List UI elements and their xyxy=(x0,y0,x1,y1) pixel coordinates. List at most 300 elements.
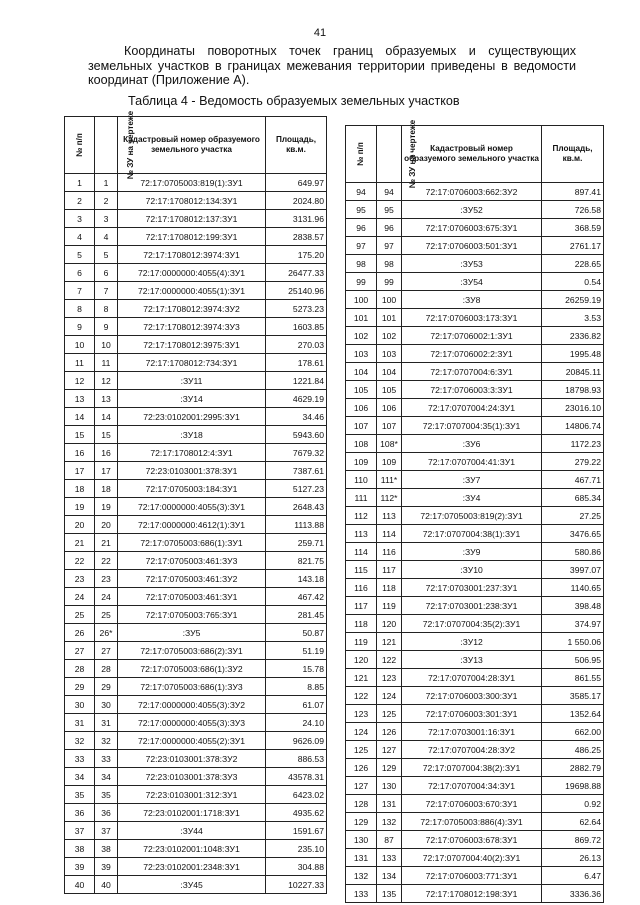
header-cadastral-number: Кадастровый номер образуемого земельного участка xyxy=(118,117,266,174)
cell-cadastral-number: 72:17:0705003:686(2):ЗУ1 xyxy=(118,642,266,660)
cell-cadastral-number: 72:17:0705003:184:ЗУ1 xyxy=(118,480,266,498)
cell-row-number: 131 xyxy=(346,849,377,867)
table-row xyxy=(65,354,327,372)
cell-area: 886.53 xyxy=(266,750,327,768)
table-row xyxy=(346,273,604,291)
cell-area: 2648.43 xyxy=(266,498,327,516)
cell-drawing-number: 124 xyxy=(377,687,402,705)
cell-drawing-number: 132 xyxy=(377,813,402,831)
cell-row-number: 13 xyxy=(65,390,95,408)
cell-row-number: 38 xyxy=(65,840,95,858)
table-row xyxy=(65,480,327,498)
table-row xyxy=(65,624,327,642)
table-row xyxy=(346,705,604,723)
cell-area: 24.10 xyxy=(266,714,327,732)
cell-drawing-number: 31 xyxy=(95,714,118,732)
cell-drawing-number: 103 xyxy=(377,345,402,363)
cell-row-number: 3 xyxy=(65,210,95,228)
cell-cadastral-number: 72:17:0000000:4055(1):ЗУ1 xyxy=(118,282,266,300)
cell-area: 235.10 xyxy=(266,840,327,858)
cell-area: 304.88 xyxy=(266,858,327,876)
cell-area: 368.59 xyxy=(542,219,604,237)
header-drawing-number: № ЗУ на чертеже xyxy=(95,117,118,174)
cell-area: 649.97 xyxy=(266,174,327,192)
cell-drawing-number: 4 xyxy=(95,228,118,246)
table-row xyxy=(65,282,327,300)
cell-drawing-number: 12 xyxy=(95,372,118,390)
table-row xyxy=(65,246,327,264)
cell-row-number: 30 xyxy=(65,696,95,714)
table-row xyxy=(65,174,327,192)
cell-area: 25140.96 xyxy=(266,282,327,300)
cell-drawing-number: 122 xyxy=(377,651,402,669)
cell-area: 5943.60 xyxy=(266,426,327,444)
cell-row-number: 32 xyxy=(65,732,95,750)
cell-drawing-number: 23 xyxy=(95,570,118,588)
cell-cadastral-number: 72:17:1708012:3974:ЗУ3 xyxy=(118,318,266,336)
cell-area: 1603.85 xyxy=(266,318,327,336)
cell-drawing-number: 30 xyxy=(95,696,118,714)
cell-cadastral-number: 72:17:0706003:670:ЗУ1 xyxy=(402,795,542,813)
cell-cadastral-number: 72:17:0705003:686(1):ЗУ2 xyxy=(118,660,266,678)
cell-drawing-number: 5 xyxy=(95,246,118,264)
cell-cadastral-number: 72:17:0707004:34:ЗУ1 xyxy=(402,777,542,795)
table-row xyxy=(346,687,604,705)
cell-row-number: 128 xyxy=(346,795,377,813)
cell-area: 9626.09 xyxy=(266,732,327,750)
cell-row-number: 111 xyxy=(346,489,377,507)
cell-area: 3585.17 xyxy=(542,687,604,705)
cell-drawing-number: 1 xyxy=(95,174,118,192)
cell-area: 34.46 xyxy=(266,408,327,426)
cell-area: 2838.57 xyxy=(266,228,327,246)
cell-cadastral-number: 72:17:0705003:819(2):ЗУ1 xyxy=(402,507,542,525)
cell-row-number: 40 xyxy=(65,876,95,894)
cell-area: 7387.61 xyxy=(266,462,327,480)
table-row xyxy=(65,372,327,390)
cell-drawing-number: 114 xyxy=(377,525,402,543)
cell-cadastral-number: 72:17:0705003:886(4):ЗУ1 xyxy=(402,813,542,831)
cell-drawing-number: 87 xyxy=(377,831,402,849)
table-row xyxy=(65,804,327,822)
cell-cadastral-number: :ЗУ8 xyxy=(402,291,542,309)
cell-area: 8.85 xyxy=(266,678,327,696)
cell-drawing-number: 14 xyxy=(95,408,118,426)
cell-row-number: 121 xyxy=(346,669,377,687)
table-row xyxy=(65,840,327,858)
table-row xyxy=(65,552,327,570)
cell-drawing-number: 11 xyxy=(95,354,118,372)
cell-drawing-number: 7 xyxy=(95,282,118,300)
table-row xyxy=(65,300,327,318)
cell-area: 374.97 xyxy=(542,615,604,633)
table-row xyxy=(346,579,604,597)
table-row xyxy=(346,183,604,201)
table-row xyxy=(346,669,604,687)
table-row xyxy=(346,255,604,273)
cell-area: 580.86 xyxy=(542,543,604,561)
header-cadastral-number: Кадастровый номер образуемого земельного участка xyxy=(402,126,542,183)
table-caption: Таблица 4 - Ведомость образуемых земельных участков xyxy=(128,94,460,108)
cell-drawing-number: 28 xyxy=(95,660,118,678)
cell-row-number: 98 xyxy=(346,255,377,273)
cell-cadastral-number: :ЗУ12 xyxy=(402,633,542,651)
cell-cadastral-number: 72:17:0707004:41:ЗУ1 xyxy=(402,453,542,471)
cell-row-number: 1 xyxy=(65,174,95,192)
table-row xyxy=(65,858,327,876)
cell-area: 2024.80 xyxy=(266,192,327,210)
table-row xyxy=(346,831,604,849)
cell-area: 3997.07 xyxy=(542,561,604,579)
cell-area: 4629.19 xyxy=(266,390,327,408)
cell-row-number: 37 xyxy=(65,822,95,840)
cell-cadastral-number: 72:17:0705003:765:ЗУ1 xyxy=(118,606,266,624)
cell-cadastral-number: 72:17:0706003:300:ЗУ1 xyxy=(402,687,542,705)
table-row xyxy=(346,795,604,813)
cell-drawing-number: 8 xyxy=(95,300,118,318)
cell-row-number: 15 xyxy=(65,426,95,444)
table-row xyxy=(65,678,327,696)
cell-cadastral-number: :ЗУ6 xyxy=(402,435,542,453)
table-row xyxy=(346,597,604,615)
cell-cadastral-number: 72:17:1708012:134:ЗУ1 xyxy=(118,192,266,210)
cell-drawing-number: 135 xyxy=(377,885,402,903)
cell-cadastral-number: 72:17:1708012:3974:ЗУ2 xyxy=(118,300,266,318)
cell-area: 259.71 xyxy=(266,534,327,552)
cell-drawing-number: 38 xyxy=(95,840,118,858)
cell-drawing-number: 96 xyxy=(377,219,402,237)
table-row xyxy=(346,327,604,345)
cell-row-number: 115 xyxy=(346,561,377,579)
cell-row-number: 2 xyxy=(65,192,95,210)
cell-cadastral-number: 72:17:0707004:35(1):ЗУ1 xyxy=(402,417,542,435)
table-body xyxy=(65,174,327,894)
table-row xyxy=(65,444,327,462)
cell-area: 26259.19 xyxy=(542,291,604,309)
cell-drawing-number: 13 xyxy=(95,390,118,408)
cell-drawing-number: 133 xyxy=(377,849,402,867)
cell-cadastral-number: 72:17:0705003:819(1):ЗУ1 xyxy=(118,174,266,192)
cell-cadastral-number: 72:23:0102001:2995:ЗУ1 xyxy=(118,408,266,426)
cell-cadastral-number: 72:17:0706003:301:ЗУ1 xyxy=(402,705,542,723)
cell-row-number: 120 xyxy=(346,651,377,669)
cell-cadastral-number: 72:23:0102001:2348:ЗУ1 xyxy=(118,858,266,876)
cell-cadastral-number: 72:17:0705003:686(1):ЗУ1 xyxy=(118,534,266,552)
cell-row-number: 116 xyxy=(346,579,377,597)
cell-drawing-number: 99 xyxy=(377,273,402,291)
cell-area: 281.45 xyxy=(266,606,327,624)
cell-area: 26477.33 xyxy=(266,264,327,282)
cell-cadastral-number: 72:17:0707004:38(1):ЗУ1 xyxy=(402,525,542,543)
table-row xyxy=(65,516,327,534)
cell-row-number: 113 xyxy=(346,525,377,543)
cell-row-number: 31 xyxy=(65,714,95,732)
cell-row-number: 18 xyxy=(65,480,95,498)
cell-cadastral-number: 72:17:0706003:662:ЗУ2 xyxy=(402,183,542,201)
cell-cadastral-number: 72:17:0706002:1:ЗУ1 xyxy=(402,327,542,345)
cell-area: 18798.93 xyxy=(542,381,604,399)
cell-row-number: 27 xyxy=(65,642,95,660)
table-row xyxy=(346,885,604,903)
cell-drawing-number: 18 xyxy=(95,480,118,498)
cell-drawing-number: 106 xyxy=(377,399,402,417)
header-area: Площадь, кв.м. xyxy=(542,126,604,183)
cell-drawing-number: 102 xyxy=(377,327,402,345)
cell-row-number: 11 xyxy=(65,354,95,372)
cell-cadastral-number: 72:17:0705003:686(1):ЗУ3 xyxy=(118,678,266,696)
cell-cadastral-number: 72:17:0707004:40(2):ЗУ1 xyxy=(402,849,542,867)
cell-area: 3131.96 xyxy=(266,210,327,228)
table-row xyxy=(346,435,604,453)
header-row-number: № п/п xyxy=(346,126,377,183)
cell-area: 861.55 xyxy=(542,669,604,687)
cell-row-number: 99 xyxy=(346,273,377,291)
table-row xyxy=(65,318,327,336)
cell-row-number: 114 xyxy=(346,543,377,561)
cell-cadastral-number: 72:17:0000000:4055(3):ЗУ3 xyxy=(118,714,266,732)
cell-cadastral-number: 72:17:0000000:4055(4):ЗУ1 xyxy=(118,264,266,282)
cell-row-number: 6 xyxy=(65,264,95,282)
cell-cadastral-number: 72:17:0705003:461:ЗУ3 xyxy=(118,552,266,570)
table-row xyxy=(65,534,327,552)
cell-drawing-number: 112* xyxy=(377,489,402,507)
cell-area: 6.47 xyxy=(542,867,604,885)
cell-area: 3336.36 xyxy=(542,885,604,903)
cell-row-number: 14 xyxy=(65,408,95,426)
cell-drawing-number: 125 xyxy=(377,705,402,723)
table-row xyxy=(65,408,327,426)
cell-drawing-number: 26* xyxy=(95,624,118,642)
table-row xyxy=(65,498,327,516)
cell-area: 6423.02 xyxy=(266,786,327,804)
cell-row-number: 132 xyxy=(346,867,377,885)
table-row xyxy=(346,201,604,219)
cell-drawing-number: 3 xyxy=(95,210,118,228)
cell-cadastral-number: 72:17:1708012:4:ЗУ1 xyxy=(118,444,266,462)
table-row xyxy=(346,633,604,651)
table-row xyxy=(65,336,327,354)
table-row xyxy=(65,228,327,246)
table-row xyxy=(346,849,604,867)
cell-drawing-number: 32 xyxy=(95,732,118,750)
cell-cadastral-number: :ЗУ53 xyxy=(402,255,542,273)
cell-row-number: 112 xyxy=(346,507,377,525)
cell-row-number: 26 xyxy=(65,624,95,642)
cell-drawing-number: 24 xyxy=(95,588,118,606)
cell-drawing-number: 105 xyxy=(377,381,402,399)
table-row xyxy=(346,507,604,525)
cell-cadastral-number: 72:17:0703001:238:ЗУ1 xyxy=(402,597,542,615)
cell-drawing-number: 17 xyxy=(95,462,118,480)
cell-row-number: 94 xyxy=(346,183,377,201)
cell-row-number: 24 xyxy=(65,588,95,606)
cell-cadastral-number: 72:17:0707004:6:ЗУ1 xyxy=(402,363,542,381)
table-row xyxy=(65,732,327,750)
cell-area: 506.95 xyxy=(542,651,604,669)
cell-cadastral-number: 72:17:0000000:4055(3):ЗУ2 xyxy=(118,696,266,714)
table-row xyxy=(346,219,604,237)
cell-area: 19698.88 xyxy=(542,777,604,795)
cell-cadastral-number: 72:17:0706003:501:ЗУ1 xyxy=(402,237,542,255)
table-row xyxy=(346,345,604,363)
cell-cadastral-number: :ЗУ45 xyxy=(118,876,266,894)
cell-row-number: 96 xyxy=(346,219,377,237)
cell-row-number: 7 xyxy=(65,282,95,300)
cell-drawing-number: 130 xyxy=(377,777,402,795)
cell-cadastral-number: 72:17:0000000:4055(3):ЗУ1 xyxy=(118,498,266,516)
cell-cadastral-number: 72:17:1708012:3974:ЗУ1 xyxy=(118,246,266,264)
table-row xyxy=(346,777,604,795)
table-row xyxy=(65,750,327,768)
cell-drawing-number: 95 xyxy=(377,201,402,219)
cell-row-number: 101 xyxy=(346,309,377,327)
cell-area: 20845.11 xyxy=(542,363,604,381)
cell-cadastral-number: 72:17:0706003:678:ЗУ1 xyxy=(402,831,542,849)
cell-cadastral-number: 72:17:0000000:4612(1):ЗУ1 xyxy=(118,516,266,534)
table-row xyxy=(65,822,327,840)
table-row xyxy=(65,462,327,480)
table-header-row xyxy=(65,117,327,174)
cell-drawing-number: 6 xyxy=(95,264,118,282)
cell-drawing-number: 37 xyxy=(95,822,118,840)
cell-row-number: 28 xyxy=(65,660,95,678)
cell-drawing-number: 119 xyxy=(377,597,402,615)
cell-area: 23016.10 xyxy=(542,399,604,417)
cell-drawing-number: 94 xyxy=(377,183,402,201)
cell-row-number: 19 xyxy=(65,498,95,516)
table-row xyxy=(346,453,604,471)
cell-row-number: 5 xyxy=(65,246,95,264)
cell-row-number: 122 xyxy=(346,687,377,705)
cell-drawing-number: 118 xyxy=(377,579,402,597)
intro-paragraph: Координаты поворотных точек границ образуемых и существующих земельных участков в границах межевания территории приведены в ведомости координат (Приложение А). xyxy=(88,44,576,87)
page-number: 41 xyxy=(313,27,327,39)
cell-drawing-number: 98 xyxy=(377,255,402,273)
cell-area: 51.19 xyxy=(266,642,327,660)
cell-area: 1995.48 xyxy=(542,345,604,363)
cell-cadastral-number: 72:17:0703001:237:ЗУ1 xyxy=(402,579,542,597)
cell-area: 50.87 xyxy=(266,624,327,642)
cell-row-number: 106 xyxy=(346,399,377,417)
cell-cadastral-number: 72:17:1708012:198:ЗУ1 xyxy=(402,885,542,903)
cell-row-number: 25 xyxy=(65,606,95,624)
cell-cadastral-number: 72:17:0705003:461:ЗУ2 xyxy=(118,570,266,588)
cell-cadastral-number: 72:23:0102001:1048:ЗУ1 xyxy=(118,840,266,858)
cell-drawing-number: 117 xyxy=(377,561,402,579)
table-row xyxy=(65,588,327,606)
cell-row-number: 127 xyxy=(346,777,377,795)
cell-drawing-number: 29 xyxy=(95,678,118,696)
cell-area: 2882.79 xyxy=(542,759,604,777)
cell-drawing-number: 34 xyxy=(95,768,118,786)
cell-area: 0.54 xyxy=(542,273,604,291)
table-row xyxy=(65,192,327,210)
cell-area: 467.71 xyxy=(542,471,604,489)
cell-row-number: 17 xyxy=(65,462,95,480)
cell-area: 726.58 xyxy=(542,201,604,219)
table-header-row xyxy=(346,126,604,183)
cell-area: 1140.65 xyxy=(542,579,604,597)
parcels-table-left xyxy=(64,110,327,894)
cell-row-number: 34 xyxy=(65,768,95,786)
cell-row-number: 129 xyxy=(346,813,377,831)
cell-drawing-number: 101 xyxy=(377,309,402,327)
cell-area: 43578.31 xyxy=(266,768,327,786)
cell-area: 1113.88 xyxy=(266,516,327,534)
table-row xyxy=(346,651,604,669)
cell-area: 270.03 xyxy=(266,336,327,354)
cell-row-number: 16 xyxy=(65,444,95,462)
table-row xyxy=(346,615,604,633)
cell-area: 821.75 xyxy=(266,552,327,570)
cell-drawing-number: 16 xyxy=(95,444,118,462)
cell-row-number: 100 xyxy=(346,291,377,309)
cell-cadastral-number: 72:17:0706003:771:ЗУ1 xyxy=(402,867,542,885)
cell-row-number: 39 xyxy=(65,858,95,876)
cell-drawing-number: 35 xyxy=(95,786,118,804)
cell-drawing-number: 19 xyxy=(95,498,118,516)
cell-row-number: 123 xyxy=(346,705,377,723)
cell-row-number: 22 xyxy=(65,552,95,570)
table-row xyxy=(346,417,604,435)
cell-drawing-number: 27 xyxy=(95,642,118,660)
table-row xyxy=(65,660,327,678)
cell-row-number: 103 xyxy=(346,345,377,363)
cell-area: 3476.65 xyxy=(542,525,604,543)
cell-drawing-number: 121 xyxy=(377,633,402,651)
cell-cadastral-number: 72:17:0707004:38(2):ЗУ1 xyxy=(402,759,542,777)
table-row xyxy=(346,759,604,777)
cell-drawing-number: 113 xyxy=(377,507,402,525)
cell-cadastral-number: 72:17:0705003:461:ЗУ1 xyxy=(118,588,266,606)
cell-cadastral-number: 72:17:0707004:35(2):ЗУ1 xyxy=(402,615,542,633)
cell-cadastral-number: 72:17:0706003:3:ЗУ1 xyxy=(402,381,542,399)
cell-area: 62.64 xyxy=(542,813,604,831)
cell-area: 61.07 xyxy=(266,696,327,714)
cell-row-number: 125 xyxy=(346,741,377,759)
cell-row-number: 126 xyxy=(346,759,377,777)
cell-area: 7679.32 xyxy=(266,444,327,462)
cell-area: 175.20 xyxy=(266,246,327,264)
cell-cadastral-number: 72:17:1708012:3975:ЗУ1 xyxy=(118,336,266,354)
cell-drawing-number: 129 xyxy=(377,759,402,777)
table-row xyxy=(65,264,327,282)
cell-drawing-number: 20 xyxy=(95,516,118,534)
cell-row-number: 23 xyxy=(65,570,95,588)
cell-cadastral-number: 72:17:0707004:28:ЗУ1 xyxy=(402,669,542,687)
cell-drawing-number: 33 xyxy=(95,750,118,768)
header-drawing-number: № ЗУ на чертеже xyxy=(377,126,402,183)
table-row xyxy=(65,390,327,408)
cell-cadastral-number: :ЗУ11 xyxy=(118,372,266,390)
cell-cadastral-number: 72:17:0706003:173:ЗУ1 xyxy=(402,309,542,327)
table-row xyxy=(346,309,604,327)
cell-cadastral-number: 72:17:0707004:28:ЗУ2 xyxy=(402,741,542,759)
cell-drawing-number: 36 xyxy=(95,804,118,822)
table-row xyxy=(346,741,604,759)
cell-cadastral-number: 72:17:0703001:16:ЗУ1 xyxy=(402,723,542,741)
parcels-table-right xyxy=(345,119,604,903)
cell-drawing-number: 104 xyxy=(377,363,402,381)
header-row-number: № п/п xyxy=(65,117,95,174)
cell-area: 1591.67 xyxy=(266,822,327,840)
cell-area: 398.48 xyxy=(542,597,604,615)
cell-row-number: 130 xyxy=(346,831,377,849)
cell-row-number: 29 xyxy=(65,678,95,696)
cell-cadastral-number: 72:17:1708012:734:ЗУ1 xyxy=(118,354,266,372)
cell-drawing-number: 15 xyxy=(95,426,118,444)
cell-drawing-number: 107 xyxy=(377,417,402,435)
